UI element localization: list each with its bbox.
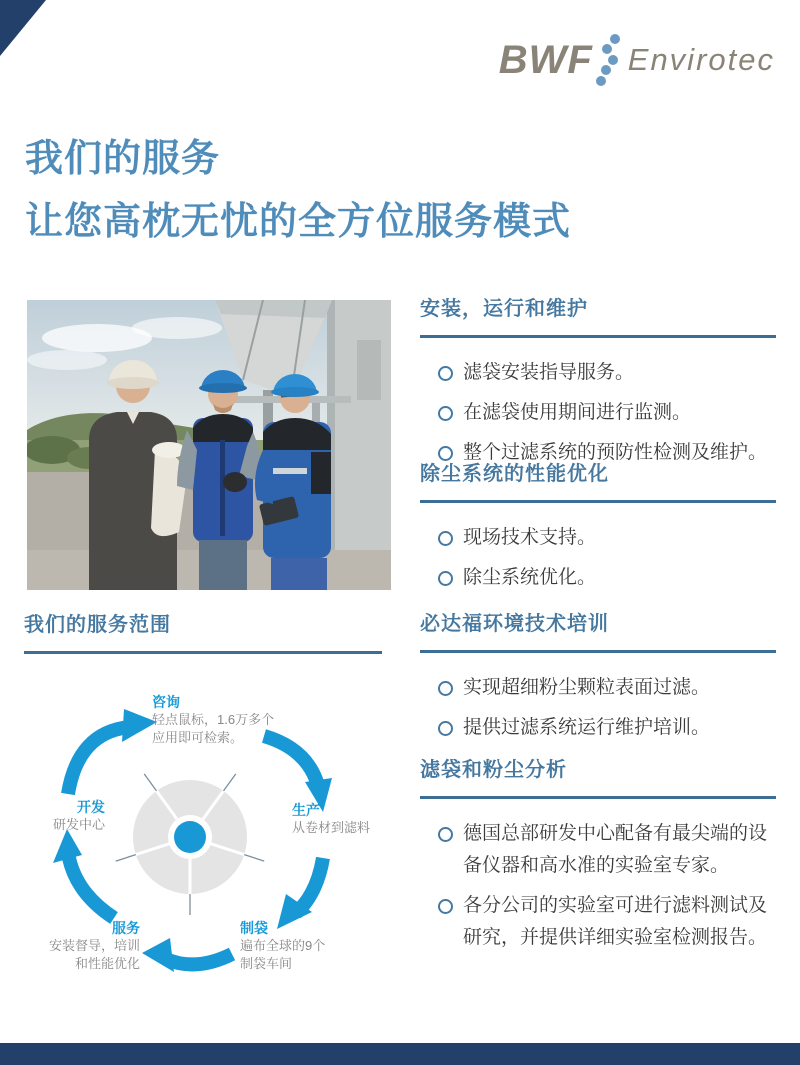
bullet-text: 在滤袋使用期间进行监测。 [463,402,692,423]
bullet-circle-icon [438,827,453,842]
node-label: 开发 [77,799,105,815]
bullet-text: 德国总部研发中心配备有最尖端的设备仪器和高水准的实验室专家。 [463,823,768,876]
section-title: 安装，运行和维护 [420,298,588,320]
corner-triangle-decoration [0,0,46,56]
diagram-node-consult [152,693,274,747]
left-section [24,612,382,654]
node-text: 遍布全球的9个 [240,938,326,953]
node-label: 服务 [112,920,140,936]
bullet-circle-icon [438,571,453,586]
node-text: 安装督导，培训 [48,938,140,953]
photo-workers [27,300,391,590]
service-cycle-diagram [20,682,380,982]
section-divider [420,796,776,799]
node-text: 应用即可检索。 [152,730,244,745]
section-divider [420,335,776,338]
bullet-text: 滤袋安装指导服务。 [463,362,635,383]
node-label: 咨询 [152,694,180,710]
footer-bar [0,1043,800,1065]
logo-brand-text: BWF [498,37,593,82]
left-section-divider [24,651,382,654]
list-item [438,562,776,594]
photo-illustration [27,300,391,590]
bwf-envirotec-logo [499,34,775,86]
diagram-node-service [49,919,140,973]
arrowhead-to-service [142,938,174,972]
node-text: 制袋车间 [240,956,293,971]
node-label: 生产 [292,802,320,818]
page-title-line2: 让您高枕无忧的全方位服务模式 [25,201,572,243]
page-title-line1: 我们的服务 [25,138,221,180]
list-item [438,890,776,954]
bullet-text: 除尘系统优化。 [463,567,597,588]
list-item [438,397,776,429]
node-text: 从卷材到滤料 [292,820,371,835]
bullet-text: 各分公司的实验室可进行滤料测试及研究，并提供详细实验室检测报告。 [463,895,768,948]
section-installation-operation-maintenance [420,296,776,477]
page-title [25,128,571,254]
bullet-list [420,522,776,594]
logo-dots-icon [599,34,621,86]
section-title: 滤袋和粉尘分析 [420,759,567,781]
section-title: 必达福环境技术培训 [420,613,609,635]
diagram-node-production [292,801,370,837]
bullet-list [420,818,776,954]
bullet-circle-icon [438,899,453,914]
cycle-center-dot [174,821,206,853]
section-divider [420,650,776,653]
bullet-text: 整个过滤系统的预防性检测及维护。 [463,442,768,463]
logo-suffix-text: Envirotec [627,42,775,77]
section-divider [420,500,776,503]
bullet-circle-icon [438,366,453,381]
bullet-text: 实现超细粉尘颗粒表面过滤。 [463,677,711,698]
list-item [438,522,776,554]
list-item [438,357,776,389]
bullet-text: 现场技术支持。 [463,527,597,548]
section-bwf-environmental-training [420,611,776,752]
diagram-node-development [53,798,105,834]
bullet-circle-icon [438,446,453,461]
node-text: 和性能优化 [74,956,140,971]
bullet-circle-icon [438,406,453,421]
node-text: 轻点鼠标，1.6万多个 [152,712,275,727]
bullet-circle-icon [438,531,453,546]
diagram-node-bagmaking [240,919,325,973]
bullet-circle-icon [438,681,453,696]
node-label: 制袋 [240,920,268,936]
arrowhead-to-development [53,829,82,863]
bullet-list [420,672,776,744]
bullet-list [420,357,776,469]
bullet-circle-icon [438,721,453,736]
list-item [438,818,776,882]
list-item [438,712,776,744]
left-section-title: 我们的服务范围 [24,614,171,636]
section-dust-system-optimization [420,461,776,602]
bullet-text: 提供过滤系统运行维护培训。 [463,717,711,738]
section-filter-bag-dust-analysis [420,757,776,962]
list-item [438,672,776,704]
section-title: 除尘系统的性能优化 [420,463,609,485]
node-text: 研发中心 [52,817,105,832]
